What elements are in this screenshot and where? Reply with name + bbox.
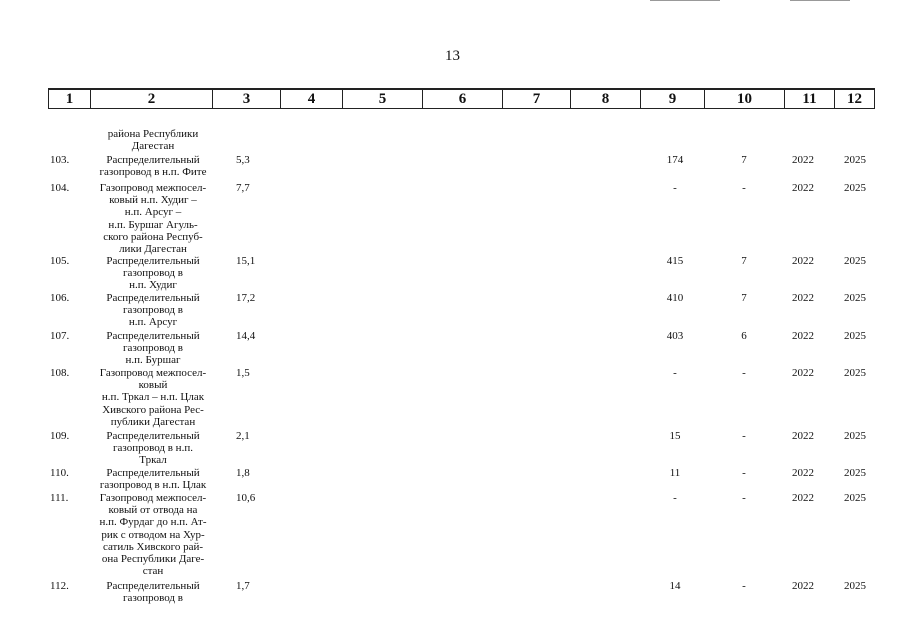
name-line: ковый н.п. Худиг – bbox=[109, 194, 197, 207]
row-number: 103. bbox=[50, 154, 70, 166]
object-name bbox=[92, 292, 214, 329]
name-line: н.п. Буршаг Агуль- bbox=[108, 218, 198, 231]
length-cell: 1,7 bbox=[236, 580, 250, 592]
col10-cell: 6 bbox=[741, 330, 747, 342]
name-line: н.п. Фурдаг до н.п. Ат- bbox=[99, 516, 207, 529]
start-year-cell: 2022 bbox=[792, 292, 814, 304]
length-cell: 7,7 bbox=[236, 182, 250, 194]
object-name bbox=[92, 255, 214, 292]
start-year-cell: 2022 bbox=[792, 467, 814, 479]
page-number: 13 bbox=[445, 48, 460, 64]
name-line: стан bbox=[142, 565, 164, 578]
name-line: публики Дагестан bbox=[110, 415, 196, 428]
end-year-cell: 2025 bbox=[844, 292, 866, 304]
col9-cell: 415 bbox=[666, 255, 684, 267]
object-name bbox=[92, 154, 214, 178]
end-year-cell: 2025 bbox=[844, 467, 866, 479]
name-line: Газопровод межпосел- bbox=[99, 367, 207, 379]
length-cell: 2,1 bbox=[236, 430, 250, 442]
scan-edge-line bbox=[790, 0, 850, 1]
name-line: н.п. Арсуг – bbox=[124, 206, 182, 219]
header-cell: 7 bbox=[503, 89, 571, 109]
name-line: ковый от отвода на bbox=[108, 504, 198, 517]
header-row bbox=[49, 89, 875, 109]
col10-cell: - bbox=[742, 580, 746, 592]
end-year-cell: 2025 bbox=[844, 154, 866, 166]
name-line: н.п. Арсуг bbox=[128, 316, 178, 329]
continuation-text bbox=[92, 128, 214, 152]
col9-cell: - bbox=[673, 367, 677, 379]
name-line: газопровод в bbox=[123, 304, 183, 317]
name-line: газопровод в bbox=[123, 342, 183, 355]
header-cell: 5 bbox=[343, 89, 423, 109]
length-cell: 10,6 bbox=[236, 492, 256, 504]
length-cell: 14,4 bbox=[236, 330, 256, 342]
object-name bbox=[92, 367, 214, 428]
name-line: газопровод в н.п. Цлак bbox=[99, 479, 207, 492]
col10-cell: - bbox=[742, 467, 746, 479]
col9-cell: - bbox=[673, 492, 677, 504]
start-year-cell: 2022 bbox=[792, 580, 814, 592]
end-year-cell: 2025 bbox=[844, 182, 866, 194]
name-line: Распределительный bbox=[106, 467, 200, 479]
name-line: газопровод в н.п. bbox=[113, 442, 193, 455]
start-year-cell: 2022 bbox=[792, 154, 814, 166]
name-line: ковый bbox=[138, 379, 168, 392]
name-line: ского района Респуб- bbox=[103, 230, 203, 243]
header-cell: 8 bbox=[571, 89, 641, 109]
start-year-cell: 2022 bbox=[792, 367, 814, 379]
col10-cell: 7 bbox=[741, 154, 747, 166]
header-cell: 1 bbox=[49, 89, 91, 109]
col9-cell: - bbox=[673, 182, 677, 194]
row-number: 104. bbox=[50, 182, 70, 194]
object-name bbox=[92, 580, 214, 604]
end-year-cell: 2025 bbox=[844, 367, 866, 379]
length-cell: 5,3 bbox=[236, 154, 250, 166]
header-cell: 10 bbox=[705, 89, 785, 109]
row-number: 111. bbox=[50, 492, 69, 504]
name-line: Распределительный bbox=[106, 330, 200, 342]
name-line: Распределительный bbox=[106, 430, 200, 442]
end-year-cell: 2025 bbox=[844, 330, 866, 342]
col10-cell: - bbox=[742, 492, 746, 504]
name-line: района Республики bbox=[107, 128, 199, 140]
row-number: 110. bbox=[50, 467, 69, 479]
length-cell: 1,8 bbox=[236, 467, 250, 479]
length-cell: 17,2 bbox=[236, 292, 256, 304]
name-line: лики Дагестан bbox=[119, 243, 187, 256]
col10-cell: - bbox=[742, 182, 746, 194]
start-year-cell: 2022 bbox=[792, 182, 814, 194]
name-line: Газопровод межпосел- bbox=[99, 182, 207, 194]
name-line: она Республики Даге- bbox=[101, 553, 205, 566]
name-line: Распределительный bbox=[106, 292, 200, 304]
end-year-cell: 2025 bbox=[844, 430, 866, 442]
col9-cell: 15 bbox=[669, 430, 681, 442]
length-cell: 1,5 bbox=[236, 367, 250, 379]
end-year-cell: 2025 bbox=[844, 255, 866, 267]
header-cell: 6 bbox=[423, 89, 503, 109]
header-cell: 12 bbox=[835, 89, 875, 109]
start-year-cell: 2022 bbox=[792, 492, 814, 504]
col9-cell: 174 bbox=[666, 154, 684, 166]
name-line: Распределительный bbox=[106, 580, 200, 592]
header-cell: 3 bbox=[213, 89, 281, 109]
name-line: рик с отводом на Хур- bbox=[101, 528, 205, 541]
col10-cell: - bbox=[742, 430, 746, 442]
start-year-cell: 2022 bbox=[792, 430, 814, 442]
row-number: 112. bbox=[50, 580, 69, 592]
start-year-cell: 2022 bbox=[792, 330, 814, 342]
name-line: сатиль Хивского рай- bbox=[102, 540, 204, 553]
name-line: газопровод в bbox=[123, 267, 183, 280]
row-number: 106. bbox=[50, 292, 70, 304]
name-line: н.п. Худиг bbox=[129, 279, 177, 292]
name-line: н.п. Буршаг bbox=[125, 354, 181, 367]
name-line: Газопровод межпосел- bbox=[99, 492, 207, 504]
header-cell: 11 bbox=[785, 89, 835, 109]
col10-cell: - bbox=[742, 367, 746, 379]
object-name bbox=[92, 492, 214, 577]
name-line: н.п. Тркал – н.п. Цлак bbox=[101, 391, 205, 404]
name-line: Хивского района Рес- bbox=[102, 403, 204, 416]
header-cell: 2 bbox=[91, 89, 213, 109]
col9-cell: 403 bbox=[666, 330, 684, 342]
row-number: 109. bbox=[50, 430, 70, 442]
end-year-cell: 2025 bbox=[844, 580, 866, 592]
column-header-table bbox=[48, 88, 875, 109]
col9-cell: 410 bbox=[666, 292, 684, 304]
name-line: Распределительный bbox=[106, 255, 200, 267]
name-line: газопровод в н.п. Фите bbox=[99, 166, 207, 179]
header-cell: 9 bbox=[641, 89, 705, 109]
col10-cell: 7 bbox=[741, 255, 747, 267]
row-number: 108. bbox=[50, 367, 70, 379]
length-cell: 15,1 bbox=[236, 255, 256, 267]
row-number: 105. bbox=[50, 255, 70, 267]
object-name bbox=[92, 330, 214, 367]
col10-cell: 7 bbox=[741, 292, 747, 304]
end-year-cell: 2025 bbox=[844, 492, 866, 504]
row-number: 107. bbox=[50, 330, 70, 342]
header-cell: 4 bbox=[281, 89, 343, 109]
object-name bbox=[92, 430, 214, 467]
object-name bbox=[92, 182, 214, 255]
col9-cell: 14 bbox=[669, 580, 681, 592]
object-name bbox=[92, 467, 214, 491]
col9-cell: 11 bbox=[669, 467, 681, 479]
start-year-cell: 2022 bbox=[792, 255, 814, 267]
name-line: Тркал bbox=[139, 454, 167, 467]
scan-edge-line bbox=[650, 0, 720, 1]
name-line: Распределительный bbox=[106, 154, 200, 166]
name-line: газопровод в bbox=[123, 592, 183, 605]
name-line: Дагестан bbox=[131, 140, 175, 153]
